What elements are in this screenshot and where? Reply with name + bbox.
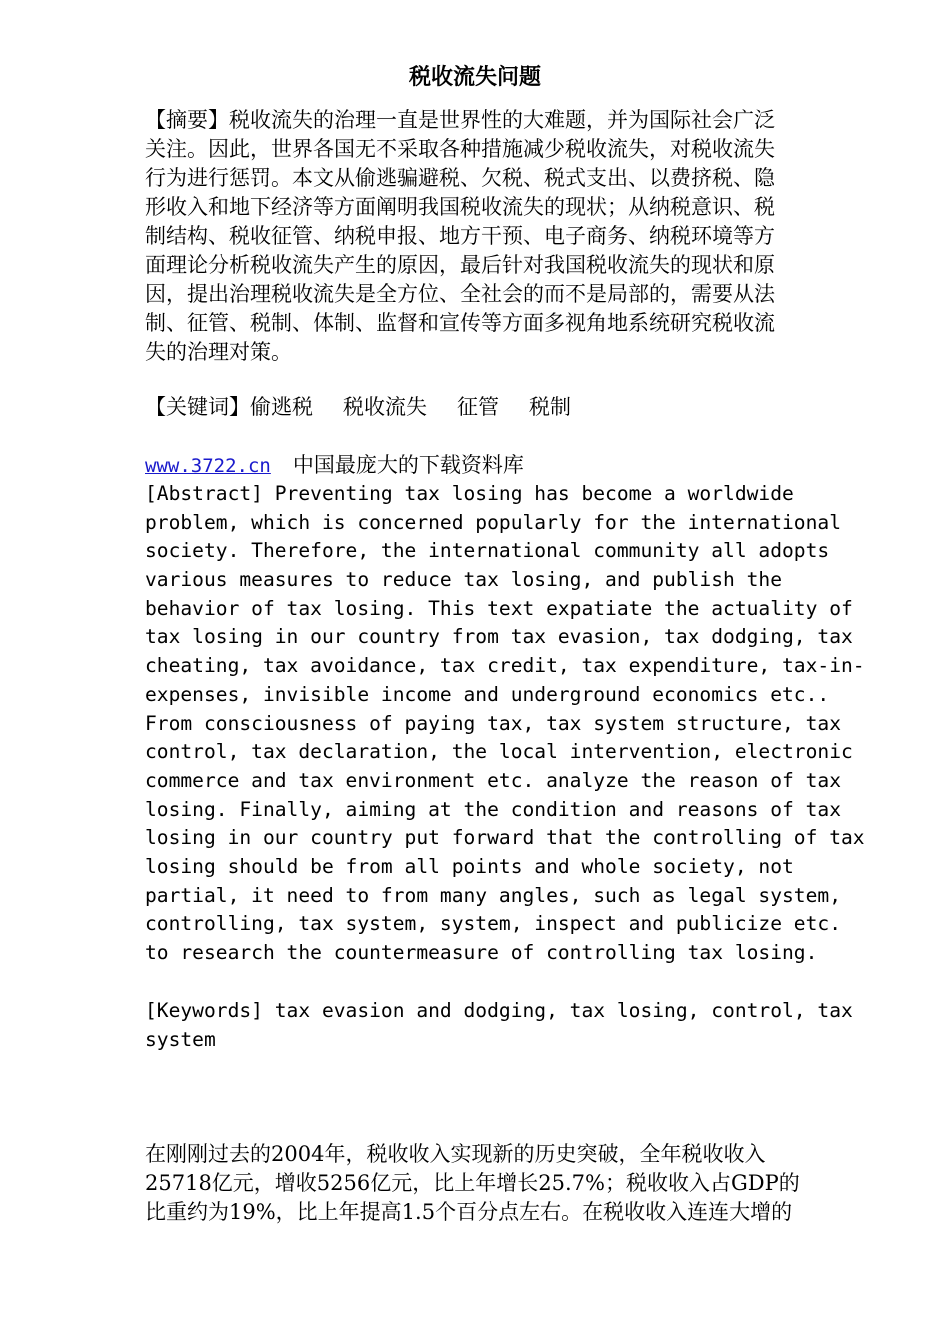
keyword-item: 征管	[457, 395, 499, 419]
body-line: 25718亿元，增收5256亿元，比上年增长25.7%；税收收入占GDP的	[145, 1171, 800, 1195]
keywords-en-line: [Keywords] tax evasion and dodging, tax losing, control, tax	[145, 999, 853, 1022]
abstract-en-line: various measures to reduce tax losing, and publish the	[145, 568, 783, 592]
abstract-en-line: [Abstract] Preventing tax losing has become a worldwide	[145, 482, 794, 505]
abstract-cn-line: 制结构、税收征管、纳税申报、地方干预、电子商务、纳税环境等方	[145, 224, 775, 248]
body-line: 在刚刚过去的2004年，税收收入实现新的历史突破，全年税收收入	[145, 1142, 766, 1166]
abstract-cn-line: 形收入和地下经济等方面阐明我国税收流失的现状；从纳税意识、税	[145, 195, 775, 219]
abstract-en-line: to research the countermeasure of controlling tax losing.	[145, 941, 818, 964]
abstract-cn-line: 制、征管、税制、体制、监督和宣传等方面多视角地系统研究税收流	[145, 311, 775, 335]
keyword-item: 税制	[529, 395, 571, 419]
keywords-cn-label: 【关键词】	[145, 395, 250, 419]
download-site-description: 中国最庞大的下载资料库	[292, 453, 524, 477]
abstract-en-line: tax losing in our country from tax evasion, tax dodging, tax	[145, 625, 853, 649]
page-title: 税收流失问题	[408, 65, 541, 90]
download-link-line	[145, 451, 885, 480]
download-site-link[interactable]: www.3722.cn	[145, 455, 271, 477]
abstract-cn-line: 行为进行惩罚。本文从偷逃骗避税、欠税、税式支出、以费挤税、隐	[145, 166, 775, 190]
keywords-en-line: system	[145, 1027, 216, 1051]
keywords-chinese	[145, 393, 885, 422]
abstract-en-line: losing should be from all points and whole society, not	[145, 854, 794, 878]
abstract-cn-line: 因，提出治理税收流失是全方位、全社会的而不是局部的，需要从法	[145, 282, 775, 306]
abstract-en-line: From consciousness of paying tax, tax system structure, tax	[145, 711, 841, 735]
abstract-en-line: losing. Finally, aiming at the condition and reasons of tax	[145, 797, 841, 821]
abstract-en-line: society. Therefore, the international community all adopts	[145, 539, 830, 563]
abstract-en-line: expenses, invisible income and underground economics etc..	[145, 682, 830, 706]
abstract-cn-line: 【摘要】税收流失的治理一直是世界性的大难题，并为国际社会广泛	[145, 108, 775, 132]
abstract-english	[145, 480, 885, 968]
abstract-en-line: commerce and tax environment etc. analyze the reason of tax	[145, 768, 841, 792]
keywords-english	[145, 997, 885, 1054]
abstract-cn-line: 关注。因此，世界各国无不采取各种措施减少税收流失，对税收流失	[145, 137, 775, 161]
abstract-chinese	[145, 106, 885, 367]
abstract-en-line: losing in our country put forward that the controlling of tax	[145, 826, 865, 850]
abstract-en-line: control, tax declaration, the local intervention, electronic	[145, 740, 853, 764]
abstract-en-line: problem, which is concerned popularly for the international	[145, 510, 841, 534]
abstract-en-line: behavior of tax losing. This text expatiate the actuality of	[145, 596, 853, 620]
body-line: 比重约为19%，比上年提高1.5个百分点左右。在税收收入连连大增的	[145, 1200, 793, 1224]
abstract-cn-line: 失的治理对策。	[145, 340, 292, 364]
abstract-en-line: cheating, tax avoidance, tax credit, tax expenditure, tax-in-	[145, 654, 865, 678]
keywords-cn-line	[145, 393, 885, 422]
abstract-cn-line: 面理论分析税收流失产生的原因，最后针对我国税收流失的现状和原	[145, 253, 775, 277]
abstract-en-line: controlling, tax system, system, inspect and publicize etc.	[145, 912, 841, 936]
body-paragraph	[145, 1140, 885, 1227]
keyword-item: 偷逃税	[250, 395, 313, 419]
keyword-item: 税收流失	[343, 395, 427, 419]
abstract-en-line: partial, it need to from many angles, such as legal system,	[145, 883, 841, 907]
